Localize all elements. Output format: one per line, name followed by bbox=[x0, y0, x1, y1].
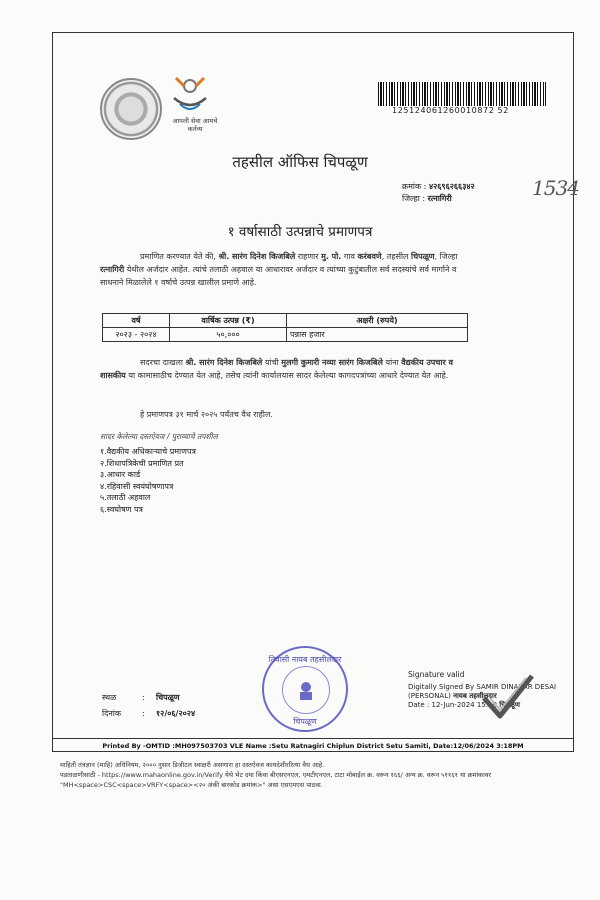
list-item: ५.तलाठी अहवाल bbox=[100, 493, 151, 502]
table-row bbox=[103, 328, 468, 342]
signature-line: चिपळूण bbox=[499, 701, 520, 709]
table-cell: पन्नास हजार bbox=[287, 328, 468, 342]
official-stamp bbox=[262, 646, 348, 732]
list-item: २.शिधापत्रिकेची प्रमाणित प्रत bbox=[100, 458, 184, 468]
place-date-block: स्थळ : चिपळूण दिनांक : १२/०६/२०२४ bbox=[102, 690, 195, 722]
printed-by-bar: Printed By -OMTID :MH097503703 VLE Name :Setu Ratnagiri Chiplun District Setu Samiti, Date:12/06/2024 3:18PM bbox=[52, 738, 574, 750]
signature-valid: Signature valid bbox=[408, 670, 465, 679]
serial-value: ४२६९६२६६३४२ bbox=[428, 182, 475, 191]
serial-label: क्रमांक : bbox=[402, 182, 427, 191]
barcode bbox=[378, 82, 546, 106]
signature-line: (PERSONAL) bbox=[408, 692, 451, 700]
date-value: १२/०६/२०२४ bbox=[156, 709, 196, 718]
documents-heading: सादर केलेल्या दस्तऐवज / पुराव्याचे तपशील bbox=[100, 432, 218, 441]
place-label: स्थळ bbox=[102, 693, 117, 702]
footer-line: पडताळणीसाठी - https://www.mahaonline.gov.in/Verify येथे भेट दया किंवा बीएसएनएल, एमटीएनएल, टाटा मोबाईल क्र. वरून १६६/ अन्य क्र. वरून ५११६१ या क्रमांकावर bbox=[60, 771, 492, 779]
table-header: वार्षिक उत्पन्न (₹) bbox=[170, 314, 287, 328]
table-cell: २०२३ - २०२४ bbox=[103, 328, 170, 342]
office-title: तहसील ऑफिस चिपळूण bbox=[232, 153, 368, 171]
ashoka-emblem-icon bbox=[296, 678, 316, 702]
district-label: जिल्हा : bbox=[402, 194, 426, 203]
footer-line: माहिती तंत्रज्ञान (माहि) अधिनियम, २००० नुसार डिजीटल स्वाक्षरी असणारा हा दस्तऐवज कायदेशीररित्या वैध आहे. bbox=[60, 761, 325, 769]
list-item: १.वैद्यकीय अधिकाऱ्याचे प्रमाणपत्र bbox=[100, 447, 196, 456]
logo-caption: आपली सेवा आमचे कर्तव्य bbox=[172, 117, 218, 133]
list-item: ३.आधार कार्ड bbox=[100, 470, 141, 479]
handwritten-number: 1534 bbox=[532, 176, 579, 200]
table-header-row bbox=[103, 314, 468, 328]
place-value: चिपळूण bbox=[156, 693, 180, 702]
documents-list bbox=[100, 446, 196, 515]
validity-statement: हे प्रमाणपत्र ३१ मार्च २०२५ पर्यंतच वैध राहील. bbox=[140, 410, 273, 419]
list-item: ४.रहिवासी स्वयंघोषणापत्र bbox=[100, 481, 174, 491]
list-item: ६.स्वघोषण पत्र bbox=[100, 504, 143, 514]
stamp-top-text: तिवासी नायब तहसीलदार bbox=[268, 655, 342, 664]
footer-line: "MH<space>CSC<space>VRFY<space><२० अंकी बारकोड क्रमांक>" असा एसएमएस पाठवा. bbox=[60, 781, 323, 789]
signature-line: नायब तहसीलदार bbox=[453, 692, 497, 700]
certificate-meta bbox=[402, 181, 475, 205]
check-icon bbox=[480, 672, 536, 722]
certificate-paragraph-2: सदरचा दाखला श्री. सारंग दिनेश किजबिले यांची मुलगी कुमारी नव्या सारंग किजबिले यांना वैद्यकीय उपचार व शासकीय या कामासाठीच देण्यात येत आहे, तसेच त्यांनी कार्यालयास सादर केलेल्या कागदपत्रांच्या आधारे देण्यात येत आहे. bbox=[100, 358, 453, 380]
signature-line: Date : 12-Jun-2024 15:19 bbox=[408, 701, 498, 709]
barcode-number: 125124061260010872 52 bbox=[392, 106, 509, 115]
table-cell: ५०,००० bbox=[170, 328, 287, 342]
table-header: वर्ष bbox=[103, 314, 170, 328]
certificate-border bbox=[52, 32, 574, 752]
district-value: रत्नागिरी bbox=[427, 194, 452, 203]
stamp-bottom-text: चिपळूण bbox=[293, 717, 317, 726]
signature-line: Digitally Signed By SAMIR DINAKAR DESAI bbox=[408, 683, 557, 691]
date-label: दिनांक bbox=[102, 709, 121, 718]
certificate-title: १ वर्षासाठी उत्पन्नाचे प्रमाणपत्र bbox=[227, 224, 373, 240]
government-seal-icon bbox=[100, 78, 162, 140]
income-table bbox=[102, 313, 468, 342]
table-header: अक्षरी (रुपये) bbox=[287, 314, 468, 328]
setu-logo-icon bbox=[168, 68, 212, 118]
certificate-paragraph-1: प्रमाणित करण्यात येते की, श्री. सारंग दिनेश किजबिले राहणार मु. पो. गाव करंबवणे, तहसील चिपळूण, जिल्हा रत्नागिरी येथील अर्जदार आहेत. त्यांचे तलाठी अहवाल या आधारावर अर्जदार व त्यांच्या कुटुंबातील सर्व सदस्यांचे सर्व मार्गाने व साधनाने मिळालेले १ वर्षाचे उत्पन्न खालील प्रमाणे आहे. bbox=[100, 252, 458, 287]
